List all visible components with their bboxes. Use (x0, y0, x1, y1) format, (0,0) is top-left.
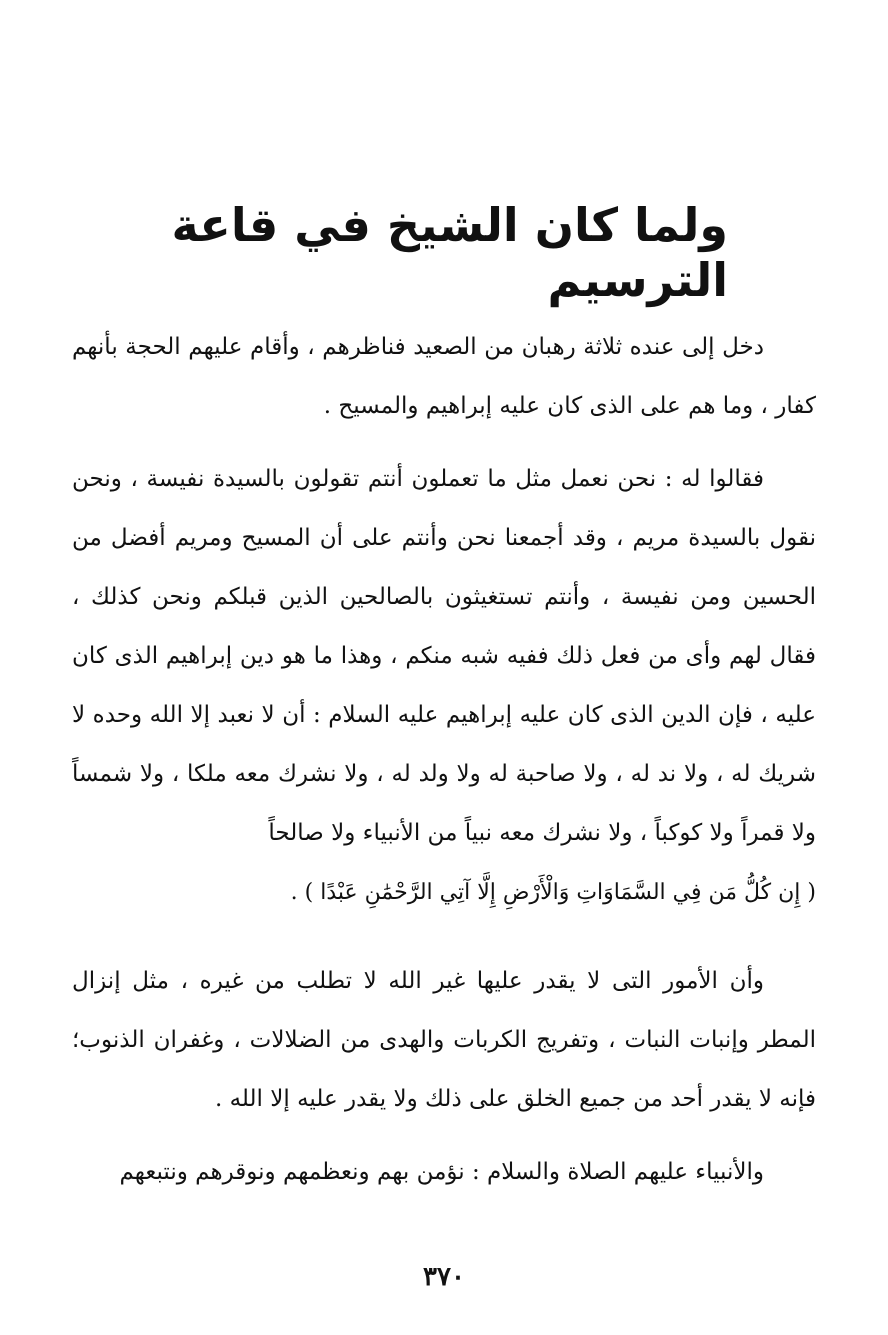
paragraph-text: فقالوا له : نحن نعمل مثل ما تعملون أنتم تقولون بالسيدة نفيسة ، ونحن نقول بالسيدة مريم ، وقد أجمعنا نحن وأنتم على أن المسيح ومريم أفضل من الحسين ومن نفيسة ، وأنتم تستغيثون بالصالحين الذين قبلكم ونحن كذلك ، فقال لهم وأى من فعل ذلك ففيه شبه منكم ، وهذا ما هو دين إبراهيم الذى كان عليه ، فإن الدين الذى كان عليه إبراهيم عليه السلام : أن لا نعبد إلا الله وحده لا شريك له ، ولا ند له ، ولا صاحبة له ولا ولد له ، ولا نشرك معه ملكا ، ولا شمساً ولا قمراً ولا كوكباً ، ولا نشرك معه نبياً من الأنبياء ولا صالحاً (72, 466, 816, 846)
paragraph: وأن الأمور التى لا يقدر عليها غير الله لا تطلب من غيره ، مثل إنزال المطر وإنبات النبات ، وتفريج الكربات والهدى من الضلالات ، وغفران الذنوب؛ فإنه لا يقدر أحد من جميع الخلق على ذلك ولا يقدر عليه إلا الله . (72, 968, 816, 1112)
paragraph (72, 450, 816, 922)
page-number: ٣٧٠ (423, 1262, 465, 1292)
paragraph: والأنبياء عليهم الصلاة والسلام : نؤمن بهم ونعظمهم ونوقرهم ونتبعهم (119, 1159, 764, 1185)
paragraph: دخل إلى عنده ثلاثة رهبان من الصعيد فناظرهم ، وأقام عليهم الحجة بأنهم كفار ، وما هم على الذى كان عليه إبراهيم والمسيح . (72, 334, 816, 419)
body-text (72, 318, 816, 1202)
section-heading: ولما كان الشيخ في قاعة الترسيم (171, 198, 728, 308)
quran-verse: ( إِن كُلُّ مَن فِي السَّمَاوَاتِ وَالْأَرْضِ إِلَّا آتِي الرَّحْمَٰنِ عَبْدًا ) . (290, 880, 816, 905)
